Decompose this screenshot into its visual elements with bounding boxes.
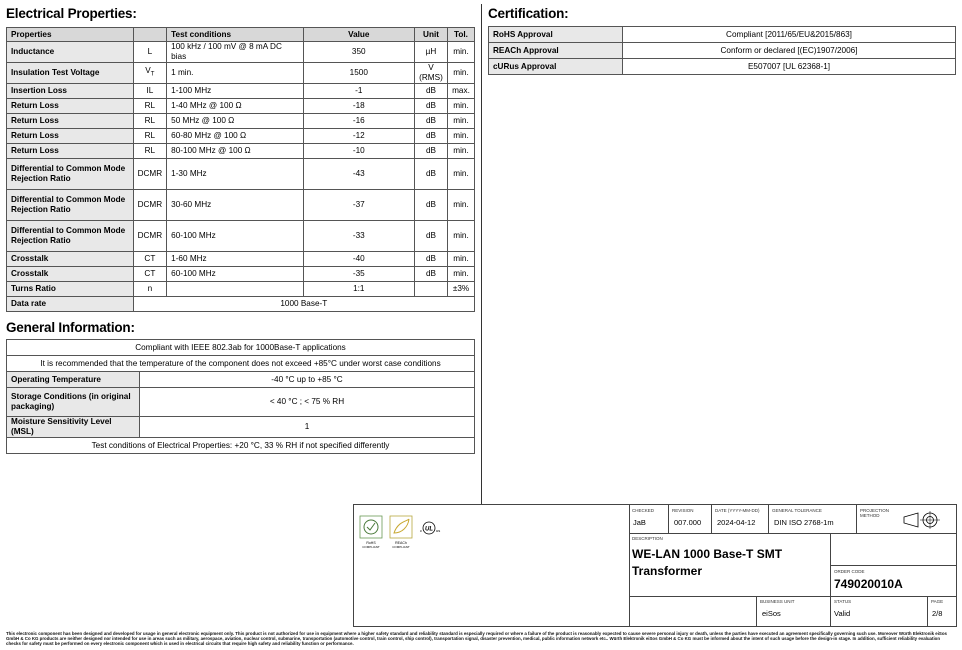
unit-cell: dB xyxy=(415,84,448,99)
unit-cell: dB xyxy=(415,159,448,190)
table-row xyxy=(7,159,475,190)
storage-conditions-value: < 40 °C ; < 75 % RH xyxy=(140,388,475,417)
symbol-cell: DCMR xyxy=(133,159,167,190)
table-row xyxy=(489,59,956,75)
tolerance-cell: min. xyxy=(447,190,474,221)
test-condition-cell: 1 min. xyxy=(167,63,303,84)
value-cell: -10 xyxy=(303,144,414,159)
table-row xyxy=(7,144,475,159)
table-row xyxy=(7,84,475,99)
logo-area xyxy=(358,513,478,553)
general-information-heading: General Information: xyxy=(6,320,135,335)
property-cell: Crosstalk xyxy=(7,252,134,267)
business-unit-label: BUSINESS UNIT xyxy=(760,599,795,604)
description-line-2: Transformer xyxy=(632,564,703,578)
page-value: 2/8 xyxy=(932,609,943,618)
unit-cell: dB xyxy=(415,267,448,282)
table-row xyxy=(7,252,475,267)
unit-cell: dB xyxy=(415,252,448,267)
property-cell: Differential to Common Mode Rejection Ratio xyxy=(7,190,134,221)
tolerance-cell: min. xyxy=(447,114,474,129)
test-condition-cell: 1-40 MHz @ 100 Ω xyxy=(167,99,303,114)
symbol-cell: RL xyxy=(133,99,167,114)
header-symbol xyxy=(133,28,167,42)
reach-approval-value: Conform or declared [(EC)1907/2006] xyxy=(623,43,956,59)
header-test-conditions: Test conditions xyxy=(167,28,303,42)
rohs-logo xyxy=(360,516,382,549)
symbol-cell: CT xyxy=(133,252,167,267)
description-label: DESCRIPTION xyxy=(632,536,663,541)
unit-cell: dB xyxy=(415,129,448,144)
table-row xyxy=(7,129,475,144)
test-condition-cell: 1-100 MHz xyxy=(167,84,303,99)
tolerance-cell: min. xyxy=(447,99,474,114)
symbol-cell: IL xyxy=(133,84,167,99)
tolerance-cell: ±3% xyxy=(447,282,474,297)
rohs-logo-text: RoHS xyxy=(366,541,376,545)
electrical-properties-table xyxy=(6,27,475,312)
header-value: Value xyxy=(303,28,414,42)
msl-value: 1 xyxy=(140,417,475,438)
rohs-approval-label: RoHS Approval xyxy=(489,27,623,43)
compliance-logos xyxy=(358,513,478,553)
property-cell: Differential to Common Mode Rejection Ratio xyxy=(7,159,134,190)
test-condition-cell: 80-100 MHz @ 100 Ω xyxy=(167,144,303,159)
value-cell: -35 xyxy=(303,267,414,282)
unit-cell: dB xyxy=(415,190,448,221)
reach-approval-label: REACh Approval xyxy=(489,43,623,59)
tolerance-label: GENERAL TOLERANCE xyxy=(772,508,822,513)
curus-approval-value: E507007 [UL 62368-1] xyxy=(623,59,956,75)
page-label: PAGE xyxy=(931,599,944,604)
table-row xyxy=(7,114,475,129)
table-row xyxy=(7,356,475,372)
table-row xyxy=(7,267,475,282)
data-rate-label: Data rate xyxy=(7,297,134,312)
projection-label: PROJECTION METHOD xyxy=(860,508,890,518)
table-row xyxy=(7,190,475,221)
reach-logo-text: REACh xyxy=(395,541,407,545)
property-cell: Differential to Common Mode Rejection Ratio xyxy=(7,221,134,252)
symbol-cell: CT xyxy=(133,267,167,282)
description-line-1: WE-LAN 1000 Base-T SMT xyxy=(632,547,783,561)
unit-cell: V (RMS) xyxy=(415,63,448,84)
certification-heading: Certification: xyxy=(488,6,569,21)
tolerance-cell: min. xyxy=(447,221,474,252)
electrical-properties-heading: Electrical Properties: xyxy=(6,6,137,21)
tolerance-cell: min. xyxy=(447,267,474,282)
operating-temperature-label: Operating Temperature xyxy=(7,372,140,388)
curus-approval-label: cURus Approval xyxy=(489,59,623,75)
symbol-cell: $V_T$ xyxy=(133,63,167,84)
property-cell: Return Loss xyxy=(7,144,134,159)
header-tol: Tol. xyxy=(447,28,474,42)
value-cell: -1 xyxy=(303,84,414,99)
value-cell: -33 xyxy=(303,221,414,252)
revision-value: 007.000 xyxy=(674,518,702,527)
tolerance-value: DIN ISO 2768-1m xyxy=(774,518,834,527)
svg-text:us: us xyxy=(436,528,441,533)
symbol-cell: n xyxy=(133,282,167,297)
test-condition-cell xyxy=(167,282,303,297)
table-row xyxy=(489,27,956,43)
unit-cell: dB xyxy=(415,221,448,252)
tolerance-cell: min. xyxy=(447,129,474,144)
property-cell: Return Loss xyxy=(7,99,134,114)
header-properties: Properties xyxy=(7,28,134,42)
unit-cell xyxy=(415,282,448,297)
test-condition-cell: 30-60 MHz xyxy=(167,190,303,221)
table-row xyxy=(489,43,956,59)
header-unit: Unit xyxy=(415,28,448,42)
property-cell: Return Loss xyxy=(7,114,134,129)
value-cell: 1500 xyxy=(303,63,414,84)
test-condition-cell: 60-100 MHz xyxy=(167,267,303,282)
table-row xyxy=(7,417,475,438)
tolerance-cell: min. xyxy=(447,144,474,159)
legal-disclaimer: This electronic component has been designed and developed for usage in general electronic equipment only. This product is not authorized for use in equipment where a higher safety standard and reliability standard is especially required or where a failure of the product is reasonably expected to cause severe personal injury or death, unless the parties have executed an agreement specifically governing such use. Moreover Würth Elektronik eiSos GmbH & Co KG products are neither designed nor intended for use in areas such as military, aerospace, aviation, nuclear control, submarine, transportation (automotive control, train control, ship control), transportation signal, disaster prevention, medical, public information network etc.. Würth Elektronik eiSos GmbH & Co KG must be informed about the intent of such usage before the design-in stage. In addition, sufficient reliability evaluation checks for safety must be performed on every electronic component which is used in electrical circuits that require high safety and reliability function or performance. xyxy=(6,631,947,646)
unit-cell: µH xyxy=(415,42,448,63)
value-cell: -12 xyxy=(303,129,414,144)
test-condition-cell: 60-100 MHz xyxy=(167,221,303,252)
value-cell: -43 xyxy=(303,159,414,190)
value-cell: -40 xyxy=(303,252,414,267)
value-cell: -18 xyxy=(303,99,414,114)
symbol-cell: DCMR xyxy=(133,190,167,221)
general-temperature-note: It is recommended that the temperature of the component does not exceed +85°C under worst case conditions xyxy=(7,356,475,372)
tolerance-cell: min. xyxy=(447,159,474,190)
general-information-table xyxy=(6,339,475,454)
table-row xyxy=(7,297,475,312)
symbol-cell: RL xyxy=(133,129,167,144)
unit-cell: dB xyxy=(415,144,448,159)
symbol-cell: RL xyxy=(133,144,167,159)
msl-label: Moisture Sensitivity Level (MSL) xyxy=(7,417,140,438)
rohs-logo-subtext: COMPLIANT xyxy=(362,545,380,549)
property-cell: Insulation Test Voltage xyxy=(7,63,134,84)
test-condition-cell: 1-30 MHz xyxy=(167,159,303,190)
table-row xyxy=(7,63,475,84)
test-condition-cell: 100 kHz / 100 mV @ 8 mA DC bias xyxy=(167,42,303,63)
property-cell: Crosstalk xyxy=(7,267,134,282)
certification-table xyxy=(488,26,956,75)
status-value: Valid xyxy=(834,609,851,618)
property-cell: Inductance xyxy=(7,42,134,63)
business-unit-value: eiSos xyxy=(762,609,781,618)
electrical-properties-body xyxy=(7,42,475,312)
value-cell: -37 xyxy=(303,190,414,221)
table-row xyxy=(7,388,475,417)
symbol-cell: RL xyxy=(133,114,167,129)
table-row xyxy=(7,372,475,388)
property-cell: Insertion Loss xyxy=(7,84,134,99)
storage-conditions-label: Storage Conditions (in original packaging) xyxy=(7,388,140,417)
svg-text:UL: UL xyxy=(425,526,433,533)
svg-text:c: c xyxy=(420,528,422,533)
symbol-cell: L xyxy=(133,42,167,63)
test-condition-cell: 1-60 MHz xyxy=(167,252,303,267)
value-cell: 1:1 xyxy=(303,282,414,297)
order-code-value: 749020010A xyxy=(834,577,903,591)
operating-temperature-value: -40 °C up to +85 °C xyxy=(140,372,475,388)
tolerance-cell: min. xyxy=(447,252,474,267)
table-row xyxy=(7,438,475,454)
table-row xyxy=(7,42,475,63)
date-label: DATE (YYYY-MM-DD) xyxy=(715,508,760,513)
symbol-cell: DCMR xyxy=(133,221,167,252)
reach-logo xyxy=(390,516,412,549)
checked-value: JaB xyxy=(633,518,646,527)
revision-label: REVISION xyxy=(672,508,694,513)
reach-logo-subtext: COMPLIANT xyxy=(392,545,410,549)
test-condition-cell: 50 MHz @ 100 Ω xyxy=(167,114,303,129)
rohs-approval-value: Compliant [2011/65/EU&2015/863] xyxy=(623,27,956,43)
value-cell: 350 xyxy=(303,42,414,63)
checked-label: CHECKED xyxy=(632,508,655,513)
tolerance-cell: min. xyxy=(447,63,474,84)
test-conditions-note: Test conditions of Electrical Properties: +20 °C, 33 % RH if not specified differently xyxy=(7,438,475,454)
status-label: STATUS xyxy=(834,599,852,604)
table-row xyxy=(7,340,475,356)
tolerance-cell: min. xyxy=(447,42,474,63)
table-row xyxy=(7,282,475,297)
property-cell: Turns Ratio xyxy=(7,282,134,297)
general-compliance-note: Compliant with IEEE 802.3ab for 1000Base-T applications xyxy=(7,340,475,356)
table-row xyxy=(7,221,475,252)
tolerance-cell: max. xyxy=(447,84,474,99)
table-header-row xyxy=(7,28,475,42)
column-divider xyxy=(481,4,482,504)
projection-method-icon xyxy=(902,509,944,531)
test-condition-cell: 60-80 MHz @ 100 Ω xyxy=(167,129,303,144)
date-value: 2024-04-12 xyxy=(717,518,756,527)
unit-cell: dB xyxy=(415,114,448,129)
ul-logo xyxy=(420,522,440,534)
order-code-label: ORDER CODE xyxy=(834,569,865,574)
data-rate-value: 1000 Base-T xyxy=(133,297,474,312)
property-cell: Return Loss xyxy=(7,129,134,144)
table-row xyxy=(7,99,475,114)
title-block xyxy=(353,504,957,627)
unit-cell: dB xyxy=(415,99,448,114)
value-cell: -16 xyxy=(303,114,414,129)
